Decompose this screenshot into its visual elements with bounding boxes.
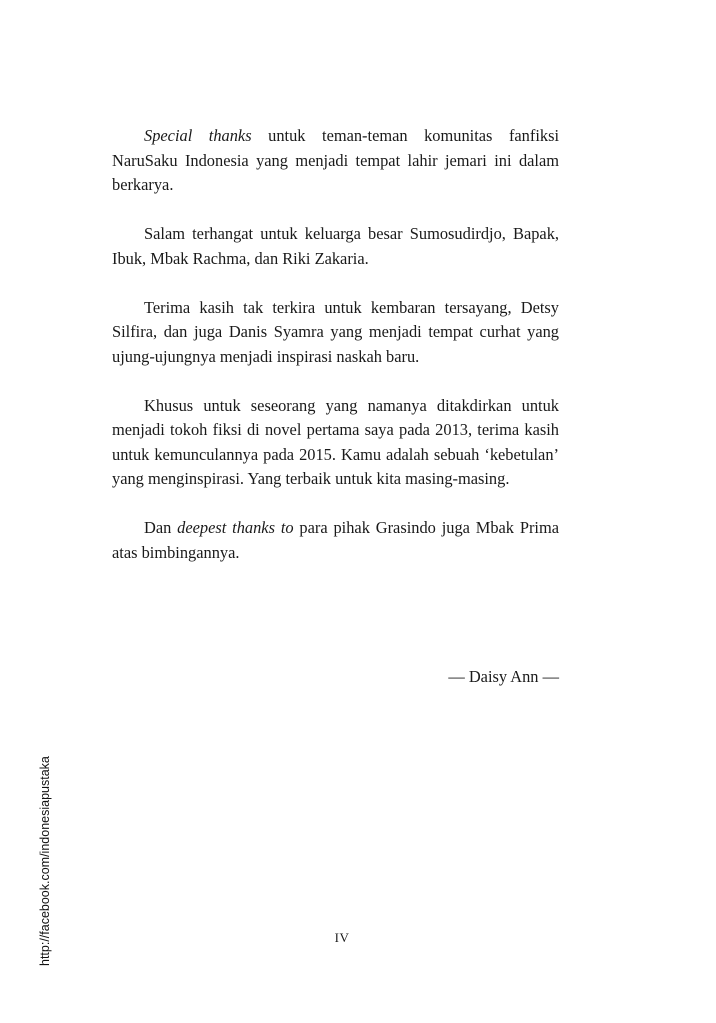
publisher-post: para pihak Grasindo juga Mbak Prima atas bimbingannya. [112,518,560,562]
paragraph-special-thanks [112,124,559,198]
special-thanks-italic: Special thanks [144,126,252,145]
author-signature: — Daisy Ann — [448,667,559,686]
paragraph-someone: Khusus untuk seseorang yang namanya ditakdirkan untuk menjadi tokoh fiksi di novel pertama saya pada 2013, terima kasih untuk kemunculannya pada 2015. Kamu adalah sebuah ‘kebetulan’ yang menginspirasi. Yang terbaik untuk kita masing-masing. [112,395,559,488]
paragraph-family: Salam terhangat untuk keluarga besar Sumosudirdjo, Bapak, Ibuk, Mbak Rachma, dan Riki Zakaria. [112,224,559,268]
page-number: IV [334,930,350,945]
special-thanks-text: untuk teman-teman komunitas fanfiksi NaruSaku Indonesia yang menjadi tempat lahir jemari ini dalam berkarya. [112,126,560,194]
side-watermark-url: http://facebook.com/indonesiapustaka [38,756,52,966]
publisher-pre: Dan [144,518,178,537]
paragraph-publisher [112,516,559,565]
paragraph-twin: Terima kasih tak terkira untuk kembaran tersayang, Detsy Silfira, dan juga Danis Syamra yang menjadi tempat curhat yang ujung-ujungnya menjadi inspirasi naskah baru. [112,297,559,366]
deepest-thanks-italic: deepest thanks to [177,518,294,537]
acknowledgements-text [112,124,559,590]
